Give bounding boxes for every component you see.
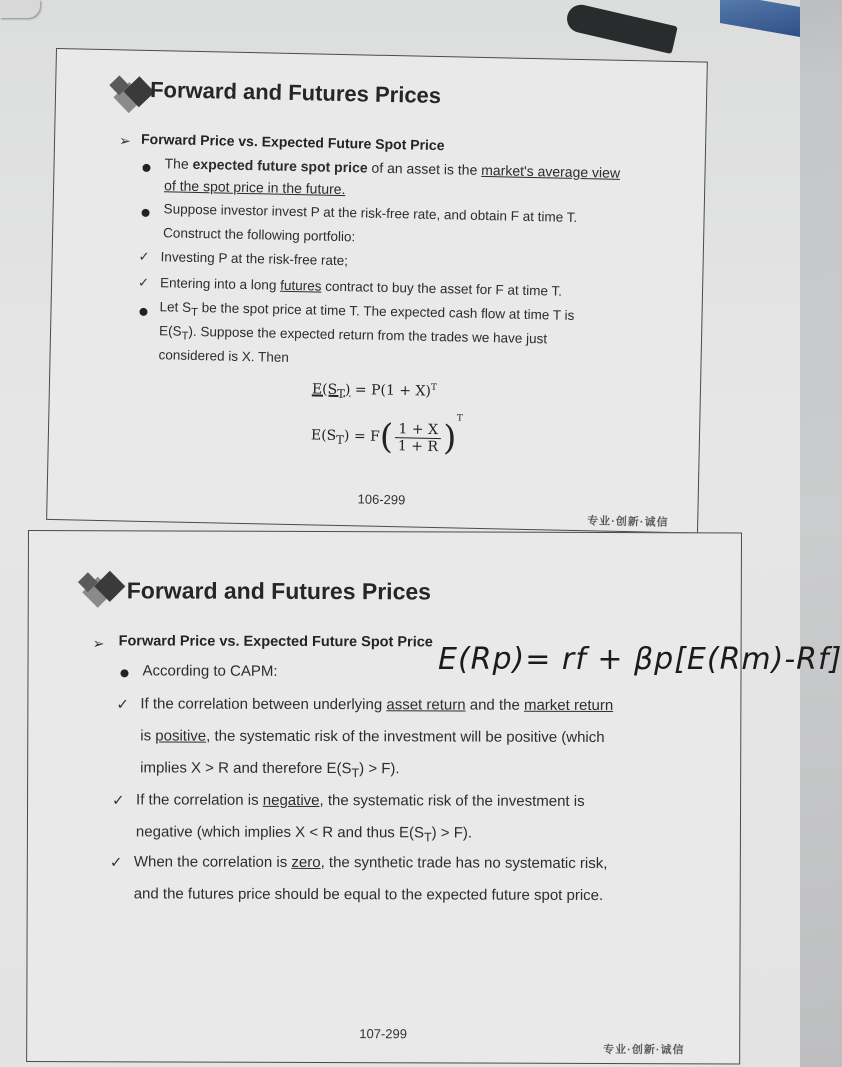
bullet-dot — [142, 164, 150, 172]
footer-brand-logo: 专业·创新·诚信 — [603, 1044, 685, 1057]
text-line: According to CAPM: — [142, 662, 278, 680]
arrow-bullet-icon: ➢ — [118, 132, 131, 149]
check-icon: ✓ — [116, 696, 129, 714]
bullet-dot — [139, 308, 147, 316]
text-line: of the spot price in the future. — [163, 177, 346, 198]
blue-object-edge — [720, 0, 800, 37]
slide-106 — [46, 48, 708, 534]
text-line: Entering into a long futures contract to buy the asset for F at time T. — [159, 275, 563, 299]
bullet-dot — [120, 669, 128, 677]
text-line: When the correlation is zero, the synthetic trade has no systematic risk, — [133, 853, 608, 873]
text-line: is positive, the systematic risk of the investment will be positive (which — [140, 727, 605, 747]
bullet-dot — [141, 209, 149, 217]
slide-title: Forward and Futures Prices — [126, 577, 432, 605]
check-icon: ✓ — [137, 274, 150, 290]
text-line: If the correlation is negative, the systematic risk of the investment is — [136, 791, 585, 810]
page-number: 106-299 — [357, 491, 406, 508]
slide-title: Forward and Futures Prices — [149, 76, 442, 109]
text-line: Construct the following portfolio: — [162, 225, 356, 245]
slide-subtitle: Forward Price vs. Expected Future Spot Price — [118, 633, 433, 651]
text-line: Suppose investor invest P at the risk-free rate, and obtain F at time T. — [163, 201, 578, 225]
text-line: $E(S_T)$. Suppose the expected return from the trades we have just — [158, 323, 548, 347]
check-icon: ✓ — [109, 854, 123, 872]
text-line: negative (which implies X < R and thus $E(S_T) > F$). — [135, 823, 473, 845]
check-icon: ✓ — [112, 792, 125, 810]
check-icon: ✓ — [138, 248, 150, 265]
footer-brand-logo: 专业·创新·诚信 — [587, 515, 669, 529]
text-line: Let $S_T$ be the spot price at time T. The expected cash flow at time T is — [159, 299, 575, 323]
text-line: implies X > R and therefore $E(S_T) > F$). — [140, 759, 400, 781]
arrow-bullet-icon: ➢ — [92, 635, 105, 652]
formula-expected-price: $E(S_T) = P(1 + X)^T$ — [311, 381, 438, 401]
slide-subtitle: Forward Price vs. Expected Future Spot Price — [140, 130, 445, 154]
text-line: If the correlation between underlying asset return and the market return — [140, 695, 614, 715]
pen-shadow — [564, 2, 677, 54]
text-line: and the futures price should be equal to the expected future spot price. — [133, 885, 604, 905]
formula-futures-relation: $E(S_T) = F$( $\frac{1 + X}{1 + R}$ )$^T$ — [310, 413, 463, 459]
text-line: The expected future spot price of an asset is the market's average view — [164, 155, 621, 181]
page-number: 107-299 — [359, 1026, 407, 1042]
handwritten-capm-formula: E(Rp)= rf + βp[E(Rm)-Rf] — [438, 642, 842, 677]
text-line: Investing P at the risk-free rate; — [160, 249, 349, 269]
binder-corner — [0, 0, 40, 18]
text-line: considered is X. Then — [158, 347, 290, 365]
slide-107 — [26, 530, 742, 1064]
